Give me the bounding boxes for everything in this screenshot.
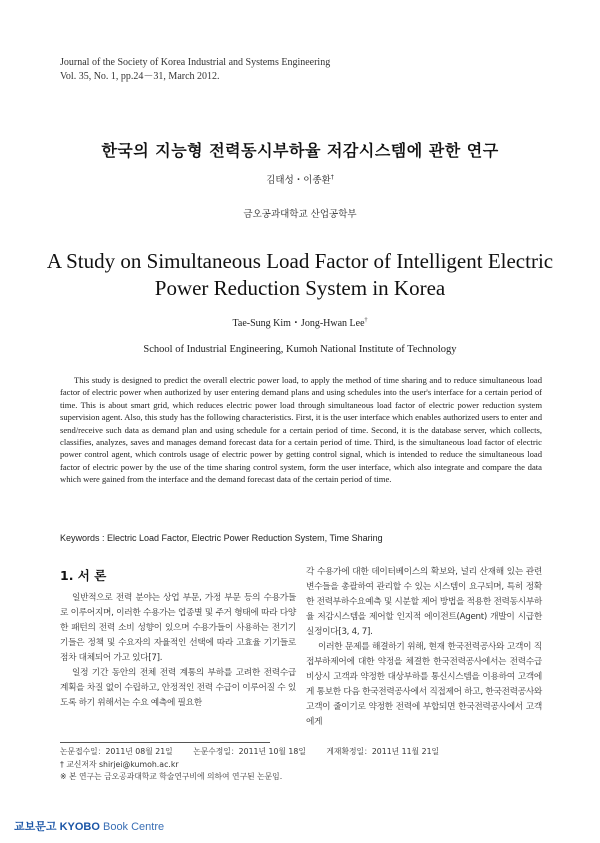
submission-dates — [60, 746, 457, 759]
footnote-divider — [60, 742, 270, 743]
brand-english: KYOBO — [59, 821, 100, 833]
korean-affiliation: 금오공과대학교 산업공학부 — [243, 209, 357, 220]
footnotes — [60, 746, 457, 784]
korean-title: 한국의 지능형 전력동시부하율 저감시스템에 관한 연구 — [101, 141, 499, 160]
right-column — [306, 565, 542, 730]
korean-authors — [0, 172, 600, 186]
brand-suffix: Book Centre — [102, 821, 165, 833]
english-author-names: Tae-Sung Kim・Jong-Hwan Lee — [232, 318, 365, 329]
abstract: This study is designed to predict the overall electric power load, to apply the method of time sharing and to reduce simultaneous load factor of electric power when authorized by user entering demand plans and using schedules into the user's interface for a certain period of time. This is about smart grid, which reduces electric power load through simultaneous load factor of electric power reduction system supervision agent. Also, this study has the following characteristics. First, it is the user interface which enables authorized users to enter and send/receive such data as demand plan and using schedule for a certain period of time. Second, it is the database server, which collects, classifies, analyzes, saves and manages demand forecast data for a certain period of time. Third, is the simultaneous load factor of electric power control agent, which controls usage of electric power by getting control signal, which is intended to reduce the simultaneous load factor of electric power by the use of the time sharing control system, form the user interface, which also integrate and compare the data which were gained from the interface and the demand forecast data of the certain period of time. — [60, 375, 542, 485]
paragraph: 일반적으로 전력 분야는 상업 부문, 가정 부문 등의 수용가들로 이루어지며, 이러한 수용가는 업종별 및 주거 형태에 따라 다양한 패턴의 전력 소비 성향이 있으며 수용가들이 사용하는 전기기기들은 정책 및 수요자의 자율적인 선택에 따라 고효율 기기들로 점차 대체되어 가고 있다[7]. — [60, 593, 296, 663]
journal-volume: Vol. 35, No. 1, pp.24－31, March 2012. — [60, 71, 220, 82]
brand-korean: 교보문고 — [14, 821, 57, 833]
corresponding-author: † 교신저자 shirjei@kumoh.ac.kr — [60, 759, 179, 769]
korean-author-names: 김태성・이종환 — [266, 175, 331, 186]
paragraph: 이러한 문제를 해결하기 위해, 현재 한국전력공사와 고객이 직접부하제어에 대한 약정을 체결한 한국전력공사에서는 전력수급 비상시 고객과 약정한 대상부하를 통신시스템을 이용하여 고객에게 통보한 다음 한국전력공사에서 직접제어 하고, 한국전력공사와 고객이 줄이기로 약정한 전력에 부합되면 한국전력공사에서 고객에게 — [306, 642, 542, 727]
journal-header — [60, 56, 330, 84]
korean-author-mark: † — [330, 173, 334, 181]
paragraph: 일정 기간 동안의 전체 전력 계통의 부하를 고려한 전력수급 계획을 차질 없이 수립하고, 안정적인 전력 수급이 이루어질 수 있도록 하기 위해서는 수요 예측에 필요한 — [60, 668, 296, 708]
english-authors — [0, 314, 600, 329]
keywords-text: : Electric Load Factor, Electric Power Reduction System, Time Sharing — [102, 533, 383, 543]
received-date: 논문접수일：2011년 08월 21일 — [60, 747, 173, 756]
accepted-date: 게재확정일：2011년 11월 21일 — [326, 747, 440, 756]
journal-name: Journal of the Society of Korea Industrial and Systems Engineering — [60, 57, 331, 68]
funding-note: ※ 본 연구는 금오공과대학교 학술연구비에 의하여 연구된 논문임. — [60, 772, 283, 781]
english-affiliation: School of Industrial Engineering, Kumoh National Institute of Technology — [143, 344, 457, 355]
english-title: A Study on Simultaneous Load Factor of Intelligent Electric Power Reduction System in Korea — [46, 249, 554, 300]
english-author-mark: † — [364, 317, 368, 324]
section-heading: 1. 서 론 — [60, 568, 107, 583]
paragraph: 각 수용가에 대한 데이터베이스의 확보와, 널리 산재해 있는 관련 변수들을 총괄하여 관리할 수 있는 시스템이 요구되며, 특히 정확한 전력부하수요예측 및 시분할 제어 방법을 적용한 전력동시부하율 저감시스템을 제어할 인지적 에이전트(Agent) 개발이 시급한 실정이다[3, 4, 7]. — [306, 567, 542, 637]
revised-date: 논문수정일：2011년 10월 18일 — [193, 747, 306, 756]
keywords — [60, 533, 542, 543]
keywords-label: Keywords — [60, 533, 100, 543]
kyobo-watermark — [14, 818, 164, 834]
left-column — [60, 568, 296, 711]
